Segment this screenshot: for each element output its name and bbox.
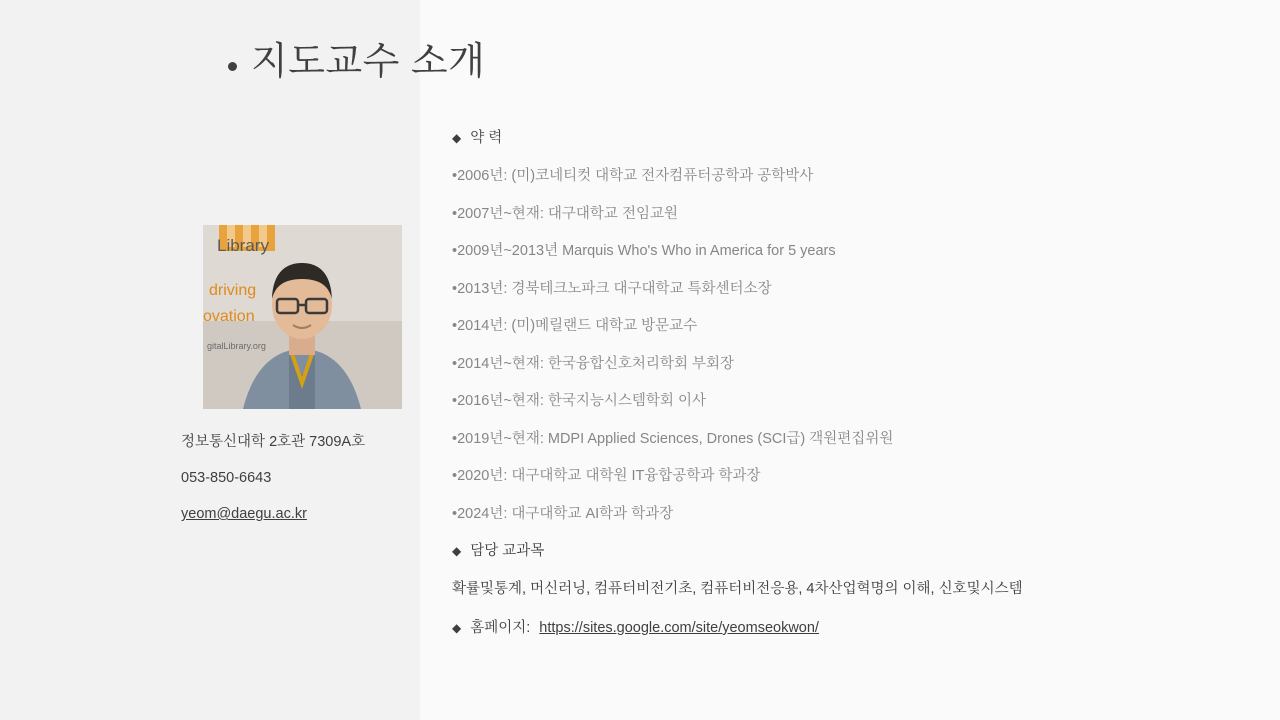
list-item — [452, 164, 1132, 185]
section-heading-courses — [452, 539, 1132, 560]
professor-photo — [203, 225, 402, 409]
list-item — [452, 464, 1132, 485]
list-item — [452, 502, 1132, 523]
page-title — [228, 40, 485, 86]
bullet-icon: • — [452, 205, 458, 222]
section-heading-courses-label: 담당 교과목 — [470, 543, 545, 559]
email-link[interactable]: yeom@daegu.ac.kr — [181, 506, 307, 522]
list-item — [452, 202, 1132, 223]
list-item — [452, 277, 1132, 298]
svg-text:Library: Library — [217, 236, 269, 255]
list-item-label: 2014년~현재: 한국융합신호처리학회 부회장 — [457, 355, 734, 372]
list-item-label: 2014년: (미)메릴랜드 대학교 방문교수 — [457, 318, 698, 334]
list-item — [452, 427, 1132, 448]
list-item-label: 2019년~현재: MDPI Applied Sciences, Drones (SCI급) 객원편집위원 — [457, 430, 894, 447]
office-location: 정보통신대학 2호관 7309A호 — [181, 434, 366, 450]
diamond-icon: ◆ — [452, 544, 462, 558]
content-body — [452, 126, 1132, 637]
list-item — [452, 239, 1132, 260]
list-item-label: 2020년: 대구대학교 대학원 IT융합공학과 학과장 — [457, 468, 761, 484]
bullet-icon: • — [452, 318, 458, 334]
bullet-icon: • — [452, 393, 458, 409]
list-item-label: 2009년~2013년 Marquis Who's Who in America for 5 years — [457, 243, 836, 259]
section-heading-homepage-label: 홈페이지: — [470, 620, 531, 636]
list-item-label: 2006년: (미)코네티컷 대학교 전자컴퓨터공학과 공학박사 — [457, 168, 814, 184]
homepage-link[interactable]: https://sites.google.com/site/yeomseokwon/ — [539, 620, 819, 636]
section-heading-career-label: 약 력 — [470, 130, 503, 146]
list-item — [452, 352, 1132, 373]
section-heading-career — [452, 126, 1132, 147]
phone-number: 053-850-6643 — [181, 470, 272, 486]
bullet-icon: • — [452, 430, 458, 447]
title-bullet-icon — [228, 62, 237, 71]
svg-text:ovation: ovation — [203, 308, 255, 325]
svg-text:gitalLibrary.org: gitalLibrary.org — [207, 341, 266, 351]
list-item — [452, 389, 1132, 410]
courses-list: 확률및통계, 머신러닝, 컴퓨터비전기초, 컴퓨터비전응용, 4차산업혁명의 이해, 신호및시스템 — [452, 581, 1023, 597]
bullet-icon: • — [452, 243, 458, 259]
bullet-icon: • — [452, 468, 458, 484]
contact-info-block — [181, 430, 421, 523]
list-item — [452, 314, 1132, 335]
bullet-icon: • — [452, 168, 458, 184]
title-text: 지도교수 소개 — [251, 41, 486, 83]
list-item-label: 2013년: 경북테크노파크 대구대학교 특화센터소장 — [457, 280, 772, 297]
bullet-icon: • — [452, 505, 458, 522]
list-item-label: 2024년: 대구대학교 AI학과 학과장 — [457, 505, 674, 522]
svg-text:driving: driving — [209, 282, 257, 299]
diamond-icon: ◆ — [452, 621, 462, 635]
bullet-icon: • — [452, 280, 458, 297]
list-item-label: 2007년~현재: 대구대학교 전임교원 — [457, 205, 678, 222]
bullet-icon: • — [452, 355, 458, 372]
diamond-icon: ◆ — [452, 131, 462, 145]
list-item-label: 2016년~현재: 한국지능시스템학회 이사 — [457, 393, 706, 409]
section-heading-homepage — [452, 616, 1132, 637]
